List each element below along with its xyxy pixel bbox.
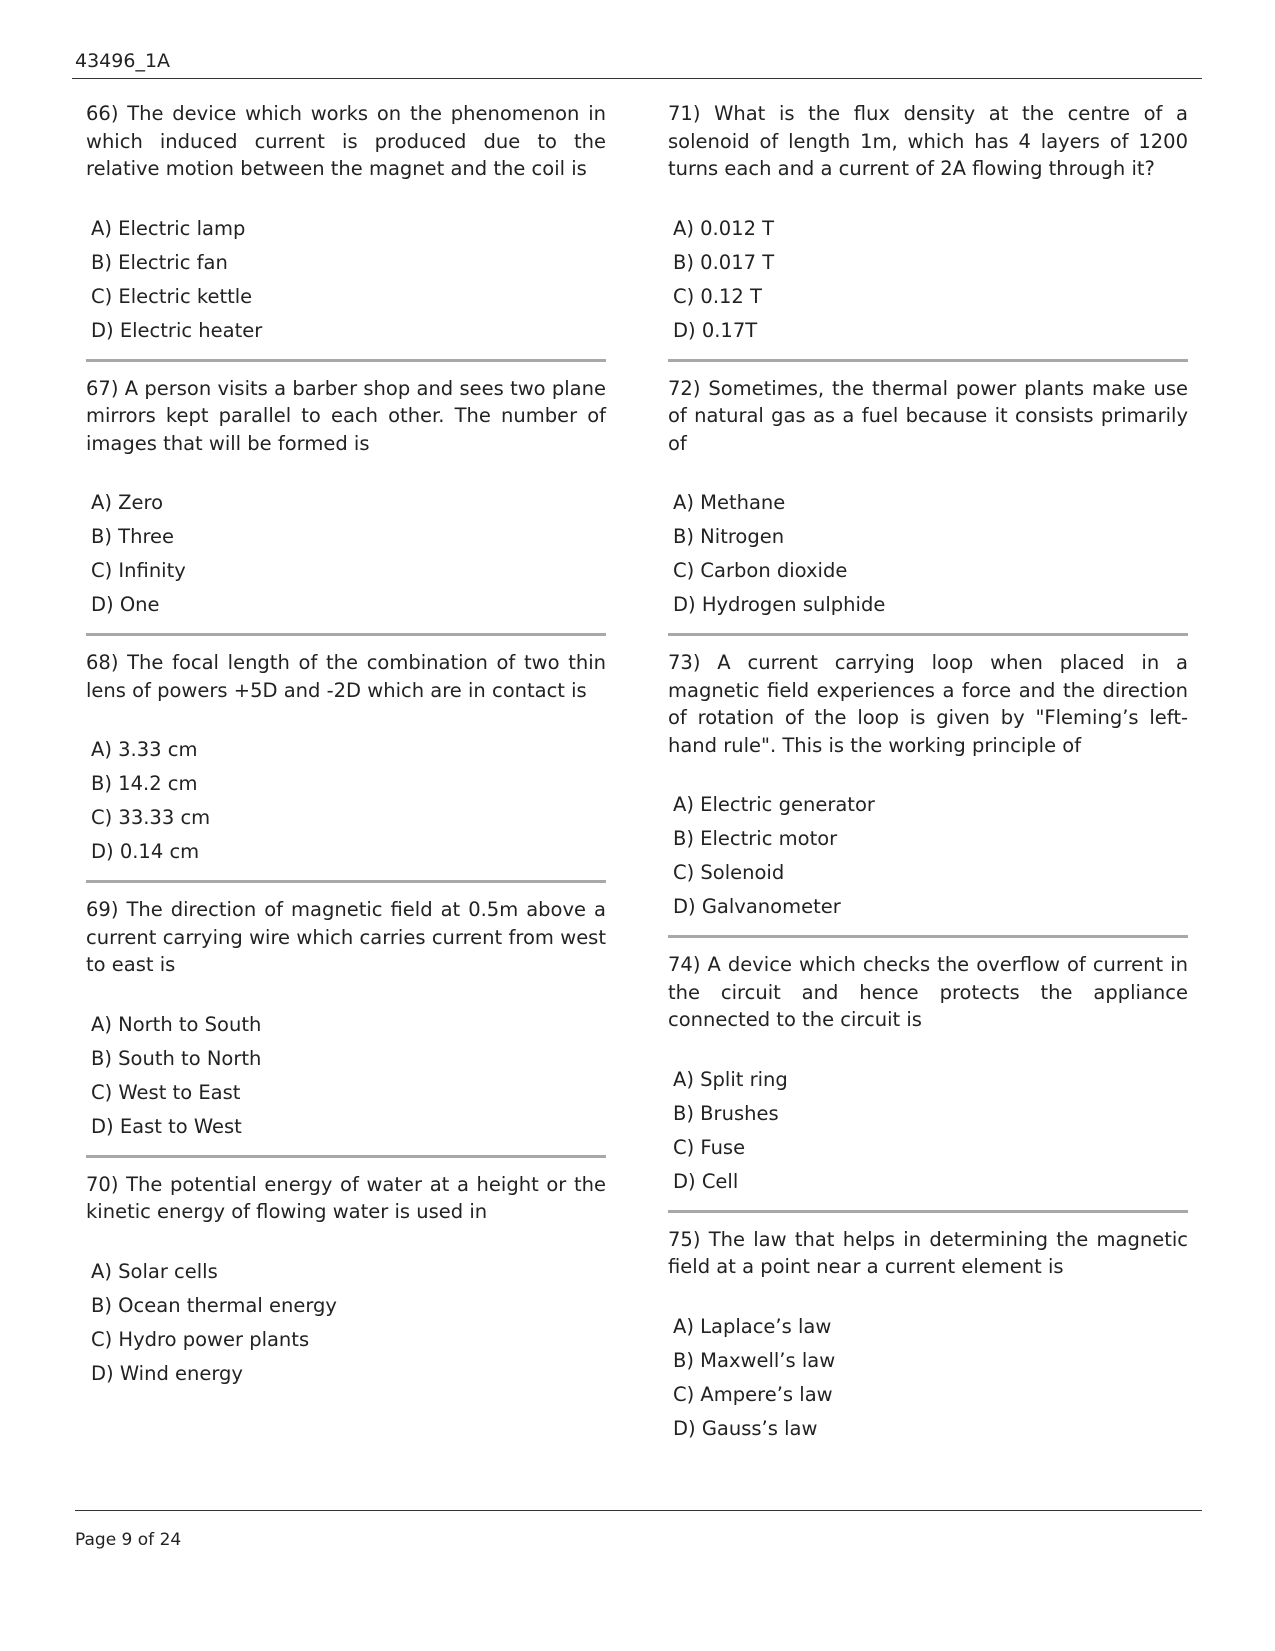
question-text: 75) The law that helps in determining the magnetic field at a point near a current element is [668, 1227, 1188, 1278]
answer-option: C) West to East [91, 1080, 241, 1104]
question-text: 74) A device which checks the overflow of current in the circuit and hence protects the appliance connected to the circuit is [668, 953, 1188, 1031]
answer-option: D) 0.17T [673, 318, 758, 342]
answer-option: B) Three [91, 525, 175, 548]
document-id: 43496_1A [75, 50, 171, 72]
answer-option: D) East to West [91, 1114, 242, 1138]
answer-option: C) Hydro power plants [91, 1327, 310, 1351]
answer-option: A) Zero [91, 491, 164, 514]
question-separator [668, 359, 1188, 362]
question-text: 72) Sometimes, the thermal power plants make use of natural gas as a fuel because it consists primarily of [668, 376, 1188, 455]
question-block [668, 649, 1188, 924]
answer-option: B) South to North [91, 1046, 262, 1070]
answer-option: D) Electric heater [91, 318, 263, 342]
left-column [86, 100, 606, 1391]
answer-option: C) Ampere’s law [673, 1382, 833, 1406]
question-separator [86, 880, 606, 883]
right-column [668, 100, 1188, 1446]
question-separator [668, 633, 1188, 636]
question-block [86, 100, 606, 348]
footer-rule [75, 1510, 1202, 1511]
question-block [668, 100, 1188, 348]
answer-option: C) 33.33 cm [91, 806, 211, 829]
answer-option: D) One [91, 593, 160, 616]
answer-options [91, 1255, 606, 1391]
question-text: 71) What is the flux density at the centre of a solenoid of length 1m, which has 4 layers of 1200 turns each and a current of 2A flowing through it? [668, 102, 1188, 180]
answer-option: D) 0.14 cm [91, 840, 200, 863]
question-block [668, 1226, 1188, 1446]
answer-options [673, 788, 1188, 924]
answer-option: D) Gauss’s law [673, 1416, 818, 1440]
answer-option: D) Galvanometer [673, 895, 841, 918]
question-text: 70) The potential energy of water at a height or the kinetic energy of flowing water is used in [86, 1172, 606, 1223]
answer-option: D) Cell [673, 1169, 739, 1193]
answer-options [673, 212, 1188, 348]
question-block [86, 1171, 606, 1391]
question-block [86, 649, 606, 869]
question-separator [86, 1155, 606, 1158]
answer-options [91, 212, 606, 348]
question-separator [668, 935, 1188, 938]
answer-option: D) Wind energy [91, 1361, 243, 1385]
answer-option: B) Brushes [673, 1101, 779, 1125]
page-number: Page 9 of 24 [75, 1530, 182, 1550]
question-separator [86, 359, 606, 362]
question-block [668, 951, 1188, 1199]
answer-option: B) Electric motor [673, 827, 838, 850]
answer-option: A) Electric lamp [91, 216, 246, 240]
question-text: 73) A current carrying loop when placed in a magnetic field experiences a force and the direction of rotation of the loop is given by "Fleming’s left-hand rule". This is the working principle of [668, 651, 1188, 757]
answer-option: D) Hydrogen sulphide [673, 593, 886, 616]
answer-option: C) Fuse [673, 1135, 746, 1159]
answer-option: B) 0.017 T [673, 250, 775, 274]
question-block [86, 896, 606, 1144]
question-text: 68) The focal length of the combination of two thin lens of powers +5D and -2D which are in contact is [86, 651, 606, 702]
answer-option: C) 0.12 T [673, 284, 762, 308]
answer-option: C) Infinity [91, 559, 186, 582]
question-text: 66) The device which works on the phenomenon in which induced current is produced due to the relative motion between the magnet and the coil is [86, 102, 606, 180]
answer-option: B) Nitrogen [673, 525, 785, 548]
answer-option: C) Solenoid [673, 861, 785, 884]
answer-option: B) 14.2 cm [91, 772, 198, 795]
answer-options [673, 486, 1188, 622]
answer-option: A) Solar cells [91, 1259, 218, 1283]
answer-option: A) Electric generator [673, 793, 875, 816]
answer-options [673, 1063, 1188, 1199]
answer-option: C) Carbon dioxide [673, 559, 848, 582]
answer-option: A) North to South [91, 1012, 262, 1036]
question-text: 69) The direction of magnetic field at 0.5m above a current carrying wire which carries current from west to east is [86, 898, 606, 976]
answer-options [91, 733, 606, 869]
answer-option: A) 0.012 T [673, 216, 775, 240]
question-separator [668, 1210, 1188, 1213]
answer-option: B) Maxwell’s law [673, 1348, 836, 1372]
answer-option: A) Laplace’s law [673, 1314, 832, 1338]
answer-option: A) 3.33 cm [91, 738, 198, 761]
answer-options [91, 1008, 606, 1144]
answer-option: A) Methane [673, 491, 786, 514]
answer-options [673, 1310, 1188, 1446]
answer-option: A) Split ring [673, 1067, 788, 1091]
answer-options [91, 486, 606, 622]
answer-option: B) Electric fan [91, 250, 228, 274]
question-text: 67) A person visits a barber shop and sees two plane mirrors kept parallel to each other. The number of images that will be formed is [86, 376, 606, 455]
answer-option: C) Electric kettle [91, 284, 253, 308]
answer-option: B) Ocean thermal energy [91, 1293, 337, 1317]
header-rule [72, 78, 1202, 79]
question-block [86, 375, 606, 623]
question-separator [86, 633, 606, 636]
question-block [668, 375, 1188, 623]
